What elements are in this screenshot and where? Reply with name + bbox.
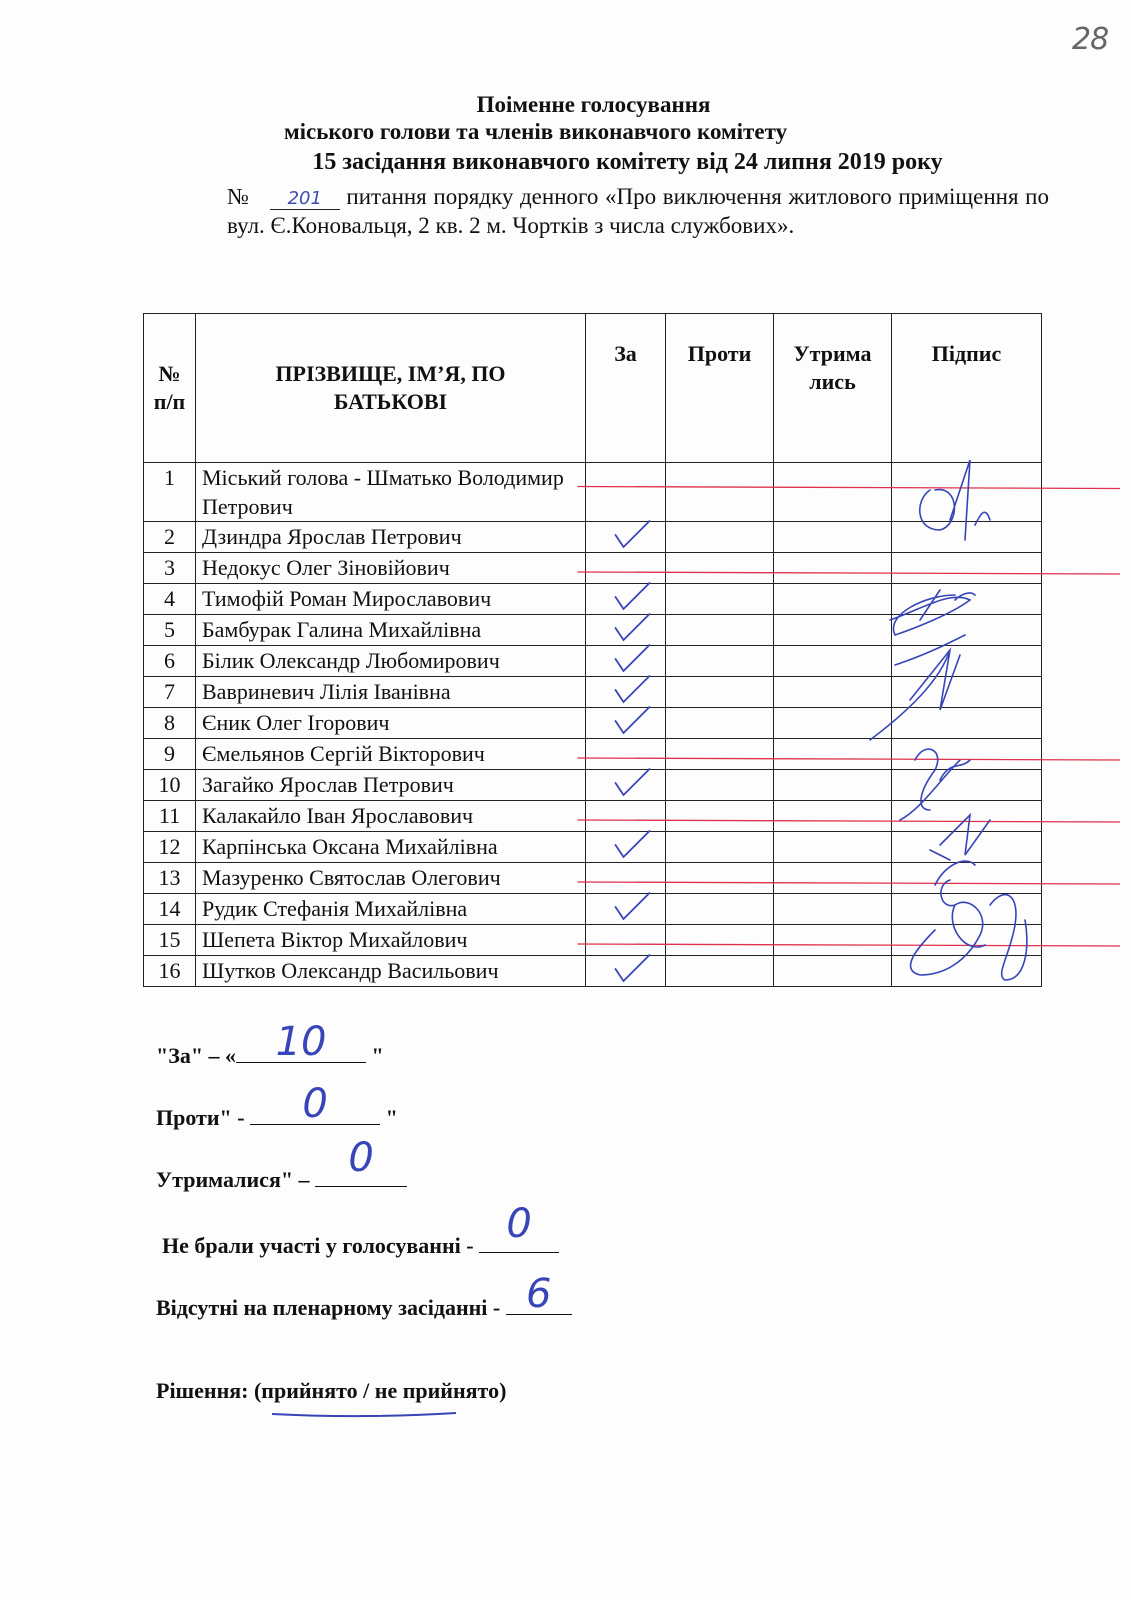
decision-label: Рішення:	[156, 1378, 254, 1403]
row-signature	[892, 646, 1042, 677]
row-for	[586, 615, 666, 646]
row-for	[586, 584, 666, 615]
row-against	[666, 553, 774, 584]
row-signature	[892, 615, 1042, 646]
table-row	[144, 801, 1042, 832]
row-for	[586, 925, 666, 956]
row-for	[586, 894, 666, 925]
row-abstain	[774, 677, 892, 708]
header-for: За	[586, 314, 666, 463]
row-name: Мазуренко Святослав Олегович	[196, 863, 586, 894]
row-for	[586, 956, 666, 987]
table-row	[144, 522, 1042, 553]
summary-absent	[156, 1271, 572, 1321]
row-abstain	[774, 925, 892, 956]
row-num: 15	[144, 925, 196, 956]
row-against	[666, 770, 774, 801]
item-number-handwritten: 201	[270, 189, 340, 210]
row-for	[586, 832, 666, 863]
row-abstain	[774, 708, 892, 739]
row-abstain	[774, 894, 892, 925]
item-text: питання порядку денного «Про виключення житлового приміщення по вул. Є.Коновальця, 2 кв. 2 м. Чортків з числа службових».	[227, 184, 1049, 238]
row-for	[586, 553, 666, 584]
row-against	[666, 956, 774, 987]
row-against	[666, 894, 774, 925]
row-signature	[892, 463, 1042, 522]
decision-options: (прийнято / не прийнято)	[253, 1378, 507, 1403]
row-against	[666, 708, 774, 739]
row-name: Рудик Стефанія Михайлівна	[196, 894, 586, 925]
row-against	[666, 863, 774, 894]
row-against	[666, 677, 774, 708]
row-for	[586, 739, 666, 770]
row-signature	[892, 770, 1042, 801]
header-num: № п/п	[144, 314, 196, 463]
row-against	[666, 739, 774, 770]
table-row	[144, 553, 1042, 584]
summary-for-label: "За" – «	[156, 1043, 237, 1068]
summary-for	[156, 1019, 384, 1069]
table-row	[144, 770, 1042, 801]
title-line-2: міського голови та членів виконавчого комітету	[283, 119, 788, 144]
row-abstain	[774, 522, 892, 553]
summary-absent-value: 6	[526, 1271, 552, 1317]
row-name: Дзиндра Ярослав Петрович	[196, 522, 586, 553]
row-num: 1	[144, 463, 196, 522]
row-name: Карпінська Оксана Михайлівна	[196, 832, 586, 863]
row-for	[586, 677, 666, 708]
row-abstain	[774, 584, 892, 615]
row-abstain	[774, 801, 892, 832]
summary-not-participating	[162, 1201, 559, 1259]
row-name: Калакайло Іван Ярославович	[196, 801, 586, 832]
row-signature	[892, 832, 1042, 863]
row-abstain	[774, 956, 892, 987]
row-name: Недокус Олег Зіновійович	[196, 553, 586, 584]
summary-for-value: 10	[275, 1019, 327, 1065]
table-row	[144, 832, 1042, 863]
row-name: Шепета Віктор Михайлович	[196, 925, 586, 956]
table-row	[144, 463, 1042, 522]
row-signature	[892, 677, 1042, 708]
row-num: 5	[144, 615, 196, 646]
row-num: 6	[144, 646, 196, 677]
row-against	[666, 463, 774, 522]
table-row	[144, 894, 1042, 925]
row-num: 16	[144, 956, 196, 987]
row-signature	[892, 801, 1042, 832]
row-against	[666, 615, 774, 646]
row-num: 11	[144, 801, 196, 832]
page-number: 28	[1072, 22, 1109, 57]
row-abstain	[774, 646, 892, 677]
summary-not-participating-blank	[479, 1201, 559, 1253]
summary-against	[156, 1081, 398, 1131]
summary-for-blank	[236, 1019, 366, 1065]
table-header-row	[144, 314, 1042, 463]
row-signature	[892, 522, 1042, 553]
row-name: Загайко Ярослав Петрович	[196, 770, 586, 801]
row-name: Єник Олег Ігорович	[196, 708, 586, 739]
summary-for-label-end: "	[366, 1043, 384, 1068]
row-name: Шутков Олександр Васильович	[196, 956, 586, 987]
row-num: 12	[144, 832, 196, 863]
row-signature	[892, 894, 1042, 925]
row-name: Ємельянов Сергій Вікторович	[196, 739, 586, 770]
table-row	[144, 863, 1042, 894]
row-num: 3	[144, 553, 196, 584]
row-abstain	[774, 553, 892, 584]
table-row	[144, 956, 1042, 987]
header-abstain: Утрима лись	[774, 314, 892, 463]
summary-absent-label: Відсутні на пленарному засіданні -	[156, 1295, 506, 1320]
row-against	[666, 925, 774, 956]
row-name: Тимофій Роман Мирославович	[196, 584, 586, 615]
table-row	[144, 677, 1042, 708]
row-name: Бамбурак Галина Михайлівна	[196, 615, 586, 646]
row-num: 4	[144, 584, 196, 615]
row-against	[666, 801, 774, 832]
table-row	[144, 646, 1042, 677]
decision	[156, 1378, 506, 1404]
row-abstain	[774, 832, 892, 863]
summary-not-participating-label: Не брали участі у голосуванні -	[162, 1233, 480, 1258]
row-name: Білик Олександр Любомирович	[196, 646, 586, 677]
row-for	[586, 463, 666, 522]
row-for	[586, 646, 666, 677]
row-signature	[892, 739, 1042, 770]
header-signature: Підпис	[892, 314, 1042, 463]
header-against: Проти	[666, 314, 774, 463]
title-line-3: 15 засідання виконавчого комітету від 24 липня 2019 року	[312, 149, 943, 175]
summary-abstain-value: 0	[348, 1135, 374, 1181]
row-for	[586, 708, 666, 739]
roll-call-table	[143, 313, 1042, 987]
table-row	[144, 925, 1042, 956]
title-line-1: Поіменне голосування	[476, 92, 711, 117]
row-num: 10	[144, 770, 196, 801]
table-row	[144, 615, 1042, 646]
row-signature	[892, 956, 1042, 987]
row-num: 2	[144, 522, 196, 553]
row-against	[666, 646, 774, 677]
row-name: Міський голова - Шматько Володимир Петрович	[196, 463, 586, 522]
row-signature	[892, 863, 1042, 894]
summary-against-label-end: "	[380, 1105, 398, 1130]
decision-handwritten-underline	[270, 1408, 460, 1420]
row-against	[666, 832, 774, 863]
table-row	[144, 708, 1042, 739]
summary-against-blank	[250, 1081, 380, 1127]
summary-abstain-label: Утрималися" –	[156, 1167, 316, 1192]
row-name: Вавриневич Лілія Іванівна	[196, 677, 586, 708]
row-against	[666, 522, 774, 553]
row-abstain	[774, 615, 892, 646]
row-for	[586, 801, 666, 832]
summary-absent-blank	[506, 1271, 572, 1317]
row-abstain	[774, 863, 892, 894]
summary-against-label: Проти" -	[156, 1105, 251, 1130]
row-num: 14	[144, 894, 196, 925]
row-num: 9	[144, 739, 196, 770]
table-row	[144, 739, 1042, 770]
row-num: 8	[144, 708, 196, 739]
row-num: 7	[144, 677, 196, 708]
summary-abstain-blank	[315, 1135, 407, 1187]
row-abstain	[774, 463, 892, 522]
row-abstain	[774, 770, 892, 801]
row-signature	[892, 584, 1042, 615]
row-for	[586, 770, 666, 801]
row-for	[586, 522, 666, 553]
row-for	[586, 863, 666, 894]
row-signature	[892, 708, 1042, 739]
row-signature	[892, 553, 1042, 584]
row-abstain	[774, 739, 892, 770]
table-row	[144, 584, 1042, 615]
header-name: ПРІЗВИЩЕ, ІМ’Я, ПО БАТЬКОВІ	[196, 314, 586, 463]
agenda-item	[227, 182, 1049, 240]
summary-against-value: 0	[302, 1081, 328, 1127]
row-signature	[892, 925, 1042, 956]
item-number-prefix: №	[227, 184, 250, 209]
summary-abstain	[156, 1135, 407, 1193]
row-against	[666, 584, 774, 615]
row-num: 13	[144, 863, 196, 894]
summary-not-participating-value: 0	[506, 1201, 532, 1247]
